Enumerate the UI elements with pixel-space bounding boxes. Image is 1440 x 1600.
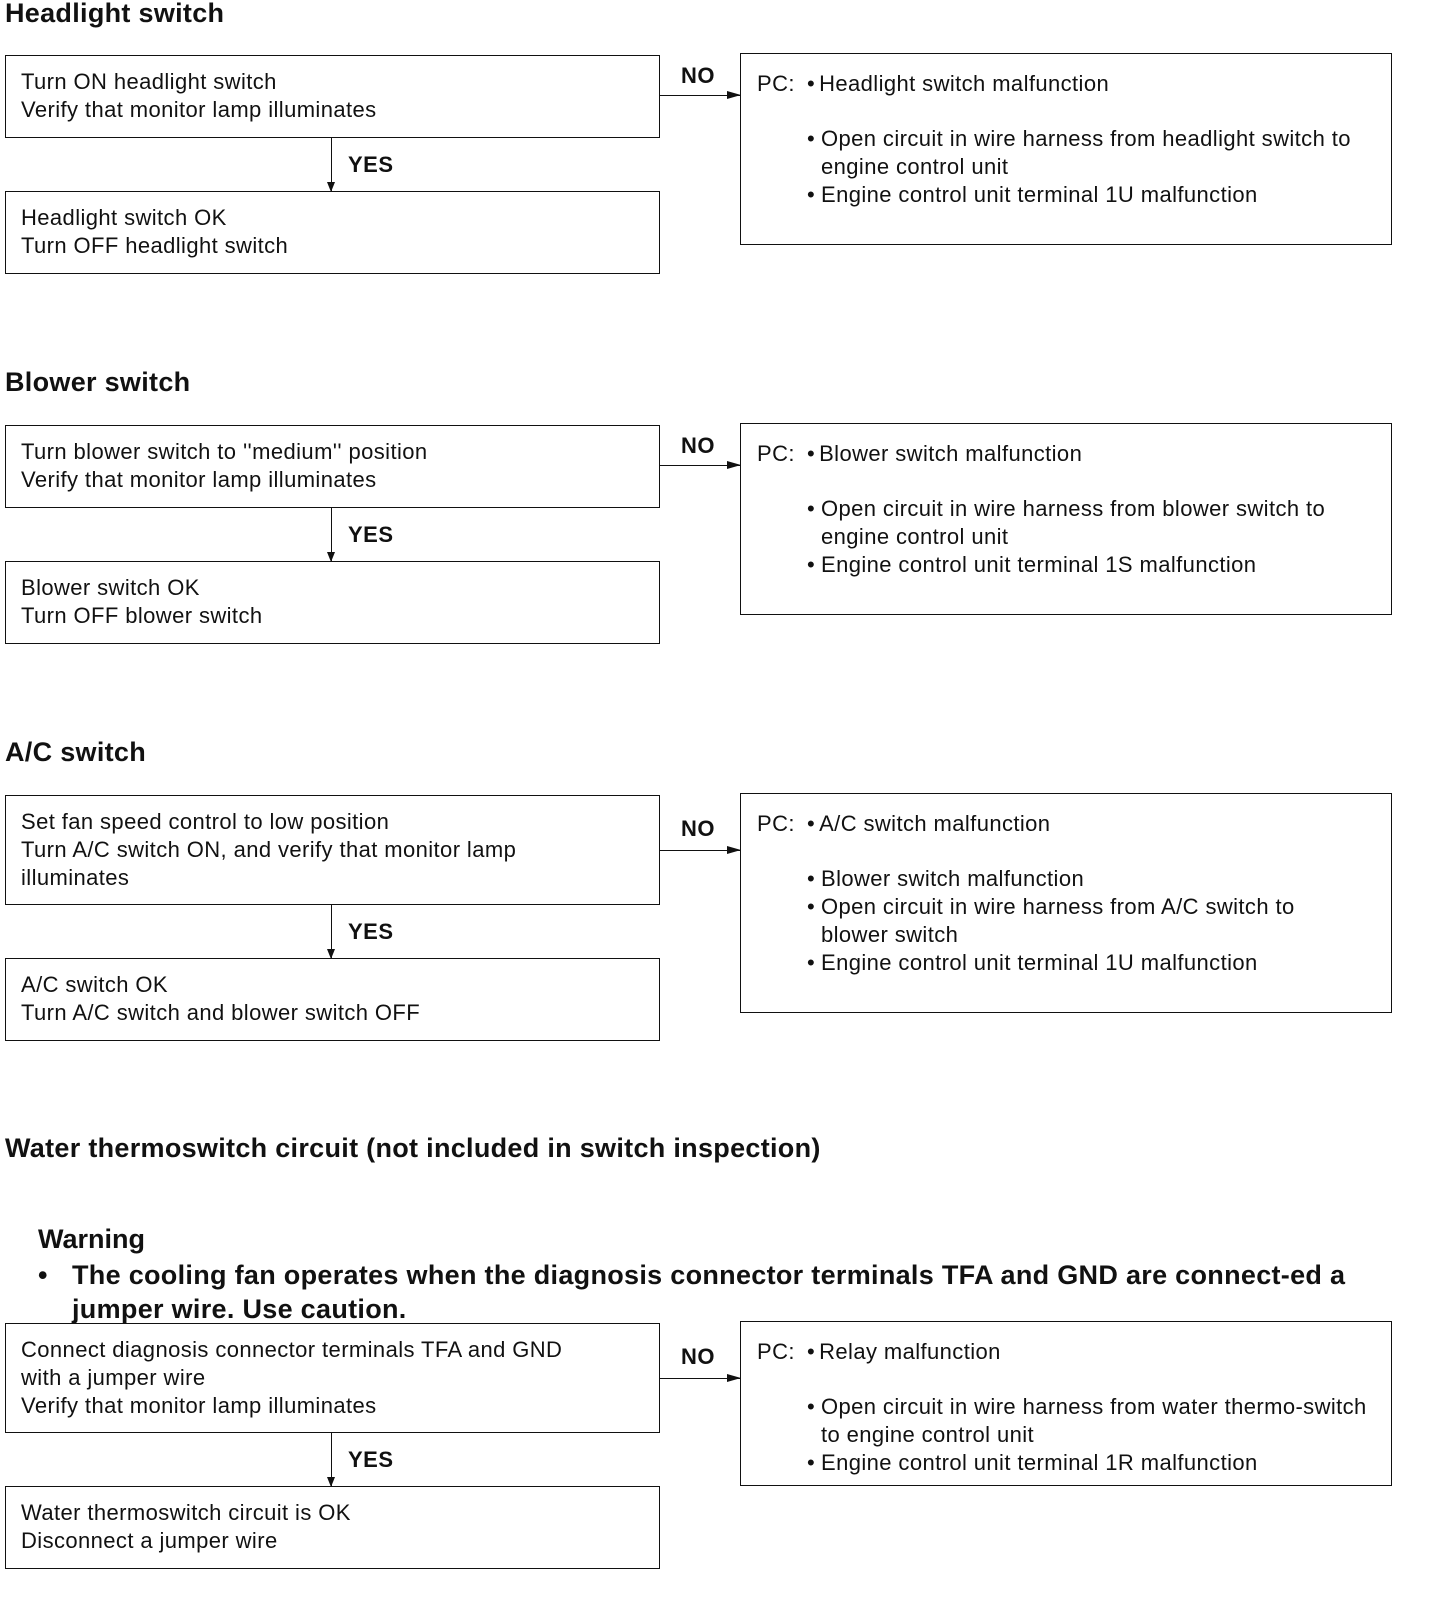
warning-text: The cooling fan operates when the diagnosis connector terminals TFA and GND are connect-ed a jumper wire. Use caution. bbox=[72, 1260, 1346, 1324]
pc-first-cause: • Relay malfunction bbox=[807, 1338, 1001, 1366]
pc-cause-item: • Open circuit in wire harness from blower switch to engine control unit bbox=[807, 495, 1377, 551]
check-box-water-thermoswitch bbox=[5, 1323, 660, 1433]
check-line: Turn blower switch to ''medium'' position bbox=[21, 439, 428, 464]
pc-prefix: PC: bbox=[757, 811, 795, 836]
check-line: Verify that monitor lamp illuminates bbox=[21, 97, 377, 122]
check-line: Turn A/C switch ON, and verify that monitor lamp bbox=[21, 837, 517, 862]
possible-cause-box-water-thermoswitch bbox=[740, 1321, 1392, 1486]
no-arrow bbox=[660, 95, 740, 96]
no-arrow bbox=[660, 465, 740, 466]
yes-arrow bbox=[331, 138, 332, 191]
warning-note bbox=[38, 1258, 1438, 1326]
ok-line: Turn A/C switch and blower switch OFF bbox=[21, 1000, 421, 1025]
ok-line: Headlight switch OK bbox=[21, 205, 227, 230]
possible-cause-box-ac bbox=[740, 793, 1392, 1013]
yes-label: YES bbox=[348, 152, 394, 177]
possible-cause-box-blower bbox=[740, 423, 1392, 615]
check-line: Turn ON headlight switch bbox=[21, 69, 277, 94]
check-box-blower bbox=[5, 425, 660, 508]
check-line: illuminates bbox=[21, 865, 130, 890]
pc-cause-item: • Engine control unit terminal 1U malfunction bbox=[807, 949, 1367, 977]
ok-line: A/C switch OK bbox=[21, 972, 169, 997]
pc-first-cause: • A/C switch malfunction bbox=[807, 810, 1050, 838]
pc-first-cause: • Blower switch malfunction bbox=[807, 440, 1082, 468]
pc-cause-item: • Engine control unit terminal 1S malfunction bbox=[807, 551, 1377, 579]
check-box-headlight bbox=[5, 55, 660, 138]
pc-cause-item: • Engine control unit terminal 1R malfunction bbox=[807, 1449, 1367, 1477]
pc-prefix: PC: bbox=[757, 71, 795, 96]
check-line: Verify that monitor lamp illuminates bbox=[21, 1393, 377, 1418]
pc-cause-item: • Open circuit in wire harness from headlight switch to engine control unit bbox=[807, 125, 1367, 181]
check-box-ac bbox=[5, 795, 660, 905]
ok-box-headlight bbox=[5, 191, 660, 274]
warning-title: Warning bbox=[38, 1224, 145, 1254]
check-line: Set fan speed control to low position bbox=[21, 809, 390, 834]
pc-first-cause: • Headlight switch malfunction bbox=[807, 70, 1109, 98]
no-label: NO bbox=[681, 433, 715, 458]
pc-cause-item: • Open circuit in wire harness from water thermo-switch to engine control unit bbox=[807, 1393, 1367, 1449]
section-title-ac: A/C switch bbox=[5, 737, 147, 767]
yes-label: YES bbox=[348, 522, 394, 547]
yes-arrow bbox=[331, 508, 332, 561]
section-title-water-thermoswitch: Water thermoswitch circuit (not included in switch inspection) bbox=[5, 1133, 821, 1163]
pc-cause-item: • Open circuit in wire harness from A/C switch to blower switch bbox=[807, 893, 1367, 949]
no-label: NO bbox=[681, 63, 715, 88]
check-line: Verify that monitor lamp illuminates bbox=[21, 467, 377, 492]
ok-line: Disconnect a jumper wire bbox=[21, 1528, 278, 1553]
check-line: with a jumper wire bbox=[21, 1365, 206, 1390]
ok-line: Turn OFF headlight switch bbox=[21, 233, 289, 258]
warning-bullet: • bbox=[38, 1260, 48, 1290]
no-label: NO bbox=[681, 1344, 715, 1369]
pc-prefix: PC: bbox=[757, 1339, 795, 1364]
yes-arrow bbox=[331, 905, 332, 958]
check-line: Connect diagnosis connector terminals TFA and GND bbox=[21, 1337, 563, 1362]
section-title-headlight: Headlight switch bbox=[5, 0, 225, 28]
yes-label: YES bbox=[348, 1447, 394, 1472]
ok-box-blower bbox=[5, 561, 660, 644]
possible-cause-box-headlight bbox=[740, 53, 1392, 245]
pc-cause-item: • Engine control unit terminal 1U malfunction bbox=[807, 181, 1367, 209]
no-arrow bbox=[660, 1378, 740, 1379]
yes-arrow bbox=[331, 1433, 332, 1486]
section-title-blower: Blower switch bbox=[5, 367, 191, 397]
yes-label: YES bbox=[348, 919, 394, 944]
ok-line: Water thermoswitch circuit is OK bbox=[21, 1500, 351, 1525]
no-label: NO bbox=[681, 816, 715, 841]
pc-cause-item: • Blower switch malfunction bbox=[807, 865, 1367, 893]
ok-line: Turn OFF blower switch bbox=[21, 603, 263, 628]
ok-box-ac bbox=[5, 958, 660, 1041]
no-arrow bbox=[660, 850, 740, 851]
pc-prefix: PC: bbox=[757, 441, 795, 466]
ok-line: Blower switch OK bbox=[21, 575, 200, 600]
ok-box-water-thermoswitch bbox=[5, 1486, 660, 1569]
